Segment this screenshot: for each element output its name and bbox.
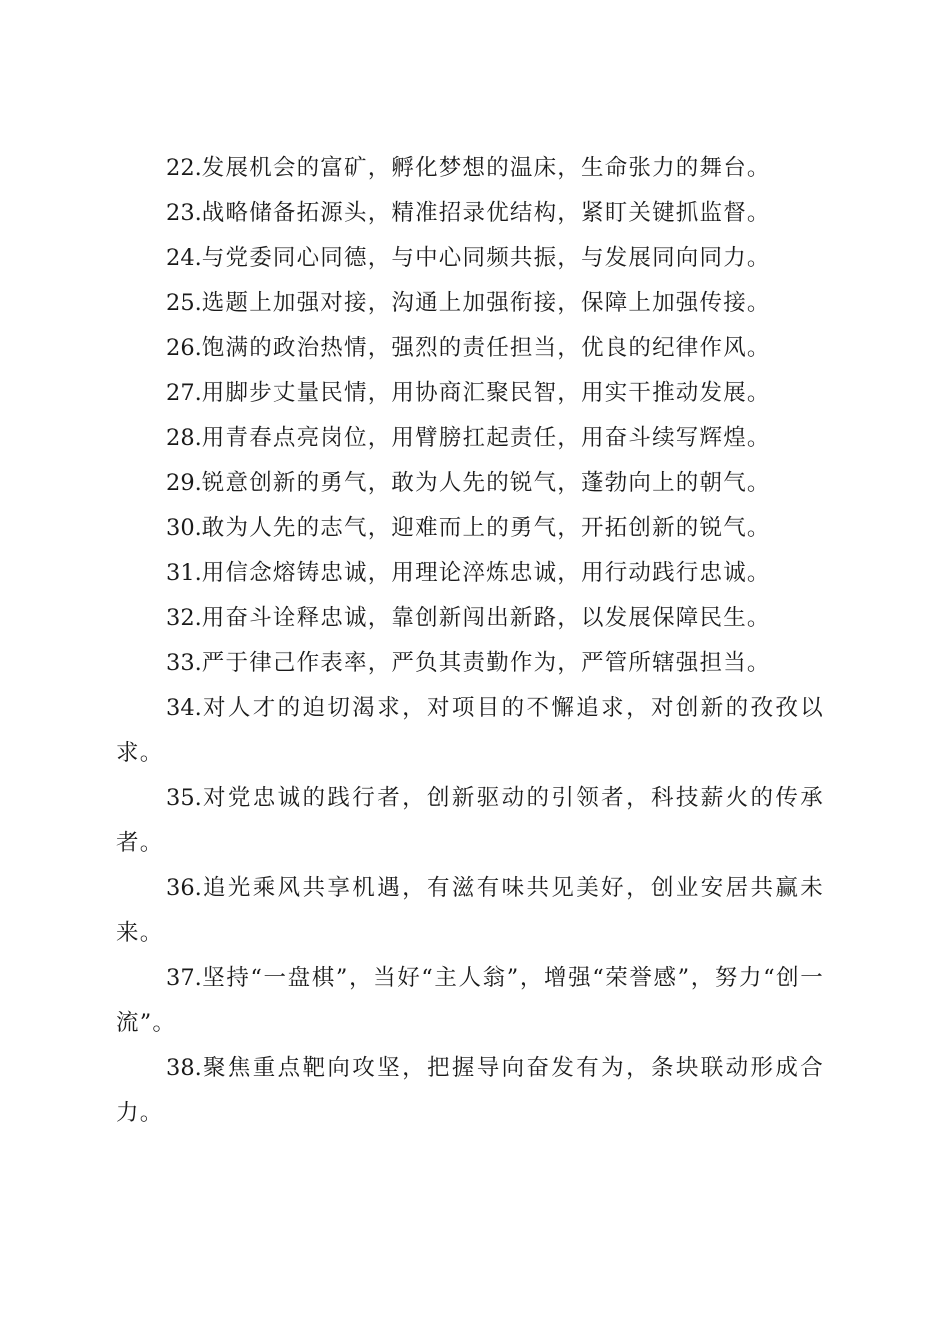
list-item-33 <box>116 641 824 686</box>
list-item-26 <box>116 326 824 371</box>
list-item-38 <box>116 1046 824 1136</box>
item-number: 27. <box>166 380 202 406</box>
item-text: 用脚步丈量民情，用协商汇聚民智，用实干推动发展。 <box>201 380 771 406</box>
item-text: 用奋斗诠释忠诚，靠创新闯出新路，以发展保障民生。 <box>201 605 771 631</box>
list-item-31 <box>116 551 824 596</box>
list-item-32 <box>116 596 824 641</box>
list-item-25 <box>116 281 824 326</box>
item-text: 发展机会的富矿，孵化梦想的温床，生命张力的舞台。 <box>201 155 771 181</box>
list-item-35 <box>116 776 824 866</box>
item-text: 坚持“一盘棋”，当好“主人翁”，增强“荣誉感”，努力“创一流”。 <box>116 965 824 1036</box>
list-item-22 <box>116 146 824 191</box>
item-text: 聚焦重点靶向攻坚，把握导向奋发有为，条块联动形成合力。 <box>116 1055 824 1126</box>
item-text: 战略储备拓源头，精准招录优结构，紧盯关键抓监督。 <box>201 200 771 226</box>
list-item-28 <box>116 416 824 461</box>
item-number: 34. <box>166 695 202 721</box>
item-number: 35. <box>166 785 202 811</box>
item-number: 31. <box>166 560 202 586</box>
item-number: 24. <box>166 245 202 271</box>
item-number: 29. <box>166 470 202 496</box>
item-number: 23. <box>166 200 202 226</box>
item-text: 追光乘风共享机遇，有滋有味共见美好，创业安居共赢未来。 <box>116 875 824 946</box>
item-text: 严于律己作表率，严负其责勤作为，严管所辖强担当。 <box>201 650 771 676</box>
list-item-27 <box>116 371 824 416</box>
list-item-34 <box>116 686 824 776</box>
item-text: 与党委同心同德，与中心同频共振，与发展同向同力。 <box>201 245 771 271</box>
item-number: 25. <box>166 290 202 316</box>
item-text: 对人才的迫切渴求，对项目的不懈追求，对创新的孜孜以求。 <box>116 695 824 766</box>
item-text: 对党忠诚的践行者，创新驱动的引领者，科技薪火的传承者。 <box>116 785 824 856</box>
item-number: 22. <box>166 155 202 181</box>
item-text: 敢为人先的志气，迎难而上的勇气，开拓创新的锐气。 <box>201 515 771 541</box>
item-text: 饱满的政治热情，强烈的责任担当，优良的纪律作风。 <box>201 335 771 361</box>
item-text: 用青春点亮岗位，用臂膀扛起责任，用奋斗续写辉煌。 <box>201 425 771 451</box>
document-body <box>116 146 824 1136</box>
item-number: 37. <box>166 965 202 991</box>
list-item-37 <box>116 956 824 1046</box>
item-text: 选题上加强对接，沟通上加强衔接，保障上加强传接。 <box>201 290 771 316</box>
item-text: 锐意创新的勇气，敢为人先的锐气，蓬勃向上的朝气。 <box>201 470 771 496</box>
item-number: 33. <box>166 650 202 676</box>
list-item-30 <box>116 506 824 551</box>
list-item-23 <box>116 191 824 236</box>
item-number: 26. <box>166 335 202 361</box>
list-item-24 <box>116 236 824 281</box>
item-number: 28. <box>166 425 202 451</box>
item-number: 38. <box>166 1055 202 1081</box>
item-number: 30. <box>166 515 202 541</box>
item-number: 36. <box>166 875 202 901</box>
item-text: 用信念熔铸忠诚，用理论淬炼忠诚，用行动践行忠诚。 <box>201 560 771 586</box>
item-number: 32. <box>166 605 202 631</box>
list-item-29 <box>116 461 824 506</box>
list-item-36 <box>116 866 824 956</box>
